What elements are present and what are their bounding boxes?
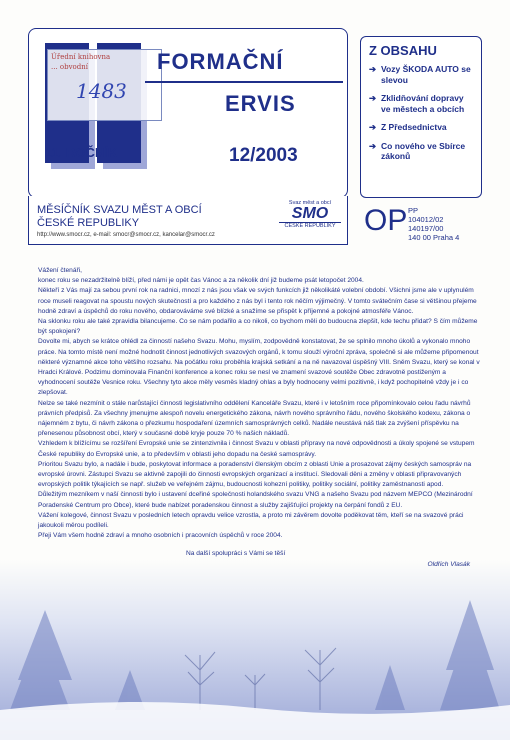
postal-box	[362, 206, 480, 244]
masthead-title-line1: FORMAČNÍ	[157, 49, 284, 74]
contents-item[interactable]: ➔ Z Předsednictva	[369, 122, 447, 132]
masthead	[28, 28, 348, 198]
library-stamp	[47, 49, 162, 121]
postal-lines: PP 104012/02 140197/00 140 00 Praha 4	[408, 206, 460, 242]
editorial-letter	[38, 266, 480, 570]
contents-heading: Z OBSAHU	[369, 43, 437, 58]
masthead-rule	[145, 81, 343, 83]
publisher-band	[28, 196, 348, 245]
letter-closing: Na další spolupráci s Vámi se těší	[186, 550, 286, 558]
smo-logo-bottom: ČESKÉ REPUBLIKY	[279, 222, 341, 229]
winter-scene-illustration	[0, 560, 510, 740]
publisher-name: MĚSÍČNÍK SVAZU MĚST A OBCÍ	[37, 204, 202, 216]
arrow-right-icon: ➔	[369, 93, 377, 103]
arrow-right-icon: ➔	[369, 122, 377, 132]
contents-box	[360, 36, 482, 198]
arrow-right-icon: ➔	[369, 140, 377, 151]
publisher-contact[interactable]: http://www.smocr.cz, e-mail: smocr@smocr.cz, kancelar@smocr.cz	[37, 232, 215, 238]
postal-code-letters: OP	[364, 204, 408, 237]
letter-paragraph: Prioritou Svazu bylo, a nadále i bude, poskytovat informace a poradenství členským obcím z oblasti Unie a prosazovat zájmy českých samospráv na evropské úrovni. Zástupci Svazu se aktivně zapojili do činnosti evropských organizací a institucí. Sledovali děni a změny v oblasti připravovaných evropských politik týkajících se např. služeb ve veřejném zájmu, budoucnosti kohezní politiky, politiky sociální, politiky zaměstnanosti apod.	[38, 460, 472, 489]
arrow-right-icon: ➔	[369, 64, 377, 74]
letter-paragraph: konec roku se nezadržitelně blíží, před námi je opět čas Vánoc a za několik dní již budeme psát letopočet 2004.	[38, 277, 364, 285]
masthead-title-line2: ERVIS	[225, 91, 296, 116]
letter-paragraph: Na sklonku roku ale také zpravidla bilancujeme. Co se nám podařilo a co nikoli, co bychom měli do budoucna zlepšit, kde techu přidat? S čím můžeme být spokojeni?	[38, 318, 478, 336]
publisher-country: ČESKÉ REPUBLIKY	[37, 217, 140, 229]
letter-paragraph: Důležitým mezníkem v naší činnosti bylo i ustavení dceřiné společnosti holandského svazu VNG a našeho Svazu pod názvem MEPCO (Mezinárodní Poradenské Centrum pro Obce), které bude nabízet poradenskou činnost a služby zajišťující projekty na čerpání fondů z EU.	[38, 491, 473, 509]
letter-paragraph: Přeji Vám všem hodně zdraví a mnoho osobních i pracovních úspěchů v roce 2004.	[38, 532, 283, 540]
letter-greeting: Vážení čtenáři,	[38, 267, 82, 274]
smo-logo	[279, 200, 341, 238]
letter-paragraph: Vzhledem k blížícímu se rozšíření Evropské unie se zintenzivnila i činnost Svazu v oblasti přípravy na nové odpovědnosti a úkoly spojené se vstupem České republiky do Evropské unie, a to především v oblasti jeho dopadu na české samosprávy.	[38, 440, 475, 458]
contents-item[interactable]: ➔ Zklidňování dopravy ve městech a obcích	[369, 93, 465, 114]
letter-paragraph: Vážení kolegové, činnost Svazu v posledních letech opravdu velice vzrostla, a proto mi závěrem dovolte poděkovat těm, kteří se na svazové práci jakoukoli měrou podíleli.	[38, 511, 464, 530]
letter-paragraph: Nelze se také nezmínit o stále narůstající činnosti legislativního oddělení Kanceláře Svazu, které i v letošním roce připomínkovalo celou řadu návrhů právních předpisů. Za všechny jmenujme alespoň novelu energetického zákona, návrh nového správního řádu, nového školského kodexu, zákona o nájemném z bytu, či návrh zákona o přezkumu hospodaření územních samosprávných celků. Nadále neustává náš tlak za zvýšení příspěvku na přenesenou působnost obcí, který v současné době kryje pouze 70 % našich nákladů.	[38, 399, 471, 438]
contents-item[interactable]: ➔ Co nového ve Sbírce zákonů	[369, 140, 466, 161]
contents-item[interactable]: ➔ Vozy ŠKODA AUTO se slevou	[369, 64, 471, 85]
stamp-signature: 1483	[76, 79, 127, 103]
letter-signature: Oldřich Vlasák	[427, 560, 470, 568]
stamp-line: Úřední knihovna	[51, 53, 111, 61]
smo-logo-top: Svaz měst a obcí	[288, 200, 332, 206]
issue-number: 12/2003	[229, 145, 298, 166]
smo-logo-main: SMO	[291, 205, 329, 222]
volume-label: 11. ROČNÍK	[45, 145, 118, 160]
letter-paragraph: Dovolte mi, abych se krátce ohlédl za činností našeho Svazu. Mohu, myslím, zodpovědně konstatovat, že se splnilo mnoho úkolů a vykonalo mnoho práce. Na tomto místě není možné hodnotit činnost jednotlivých svazových orgánů, k tomu slouží výroční zpráva, společně si ale můžeme připomenout některé významné akce toho většího rozsahu. Na počátku roku proběhla krajská setkání a na ně navazoval úspěšný VIII. Sněm Svazu, který se konal v Hradci Králové. Podzimu dominovala Finanční konference a konec roku se nesl ve znamení svazové soutěže Obec zdravotně postiženým a vyhodnocení soutěže Vesnice roku. Všechny tyto akce měly vesměs kladný ohlas a byly hodnoceny velmi pozitivně, i když pochopitelně vždy je i co zlepšovat.	[38, 338, 480, 397]
stamp-line: ... obvodní	[51, 63, 88, 71]
letter-paragraph: Někteří z Vás mají za sebou první rok na radnici, mnozí z nás jsou však ve svých funkcích již několikáté volební období. Všichni jsme ale v uplynulém roce museli reagovat na spoustu nových skutečností a pro každého z nás byl i tento rok něčím výjimečný. V tomto svátečním čase si většinou přejeme hodně zdraví a úspěchů do roku nového, obdarováváme své blízké a snažíme se přispět k příjemné a pokojné atmosféře Vánoc.	[38, 287, 477, 315]
contents-list	[361, 64, 481, 162]
